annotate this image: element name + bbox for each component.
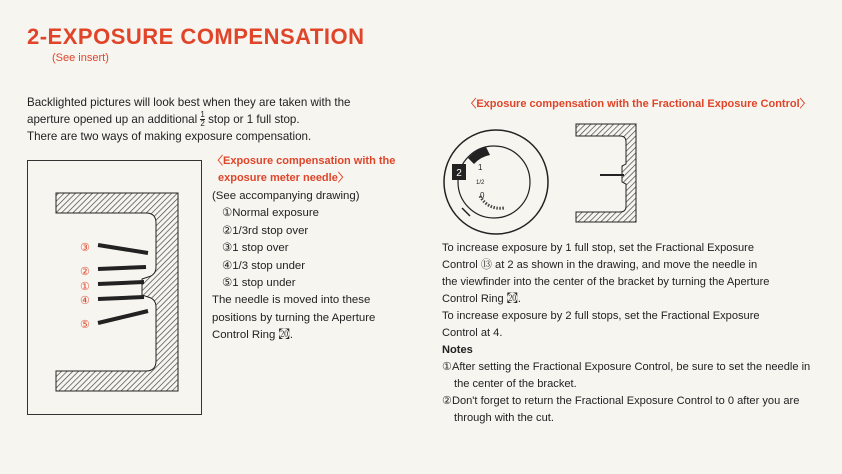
- intro-line-2: [27, 111, 399, 128]
- dial-mark-0: 0: [480, 191, 485, 200]
- figure-label-1: ①: [80, 281, 90, 293]
- page-subtitle: (See insert): [52, 52, 109, 64]
- notes-heading: Notes: [442, 344, 473, 356]
- dial-number: 2: [456, 168, 462, 179]
- dial-diagram: [440, 126, 552, 238]
- dial-mark-1: 1: [478, 163, 483, 172]
- left-heading-line-2: exposure meter needle〉: [218, 172, 349, 184]
- needle-position-3: [98, 245, 148, 253]
- right-p1-line-3: the viewfinder into the center of the bracket by turning the Aperture: [442, 276, 770, 288]
- needle-position-1: [98, 282, 144, 284]
- intro-line-2-pre: aperture opened up an additional: [27, 113, 201, 126]
- list-item: ④1/3 stop under: [222, 259, 306, 272]
- left-text-line-1: The needle is moved into these: [212, 294, 371, 307]
- right-body-text: [442, 240, 814, 427]
- left-text-line-2: positions by turning the Aperture: [212, 311, 376, 324]
- note-2: ②Don't forget to return the Fractional Exposure Control to 0 after you are through with the cut.: [442, 395, 800, 424]
- needle-figure: [27, 160, 202, 415]
- page-title: 2-EXPOSURE COMPENSATION: [27, 24, 365, 49]
- right-p1-line-2: Control ⑬ at 2 as shown in the drawing, and move the needle in: [442, 259, 758, 271]
- list-item: ①Normal exposure: [222, 207, 319, 220]
- figure-label-4: ④: [80, 295, 90, 307]
- right-p2-line-1: To increase exposure by 2 full stops, set the Fractional Exposure: [442, 310, 760, 322]
- figure-label-5: ⑤: [80, 319, 90, 331]
- dial-mark-half: 1/2: [476, 180, 485, 186]
- needle-position-5: [98, 311, 148, 323]
- needle-position-2: [98, 267, 146, 269]
- bracket-diagram: [572, 120, 642, 226]
- list-item: ⑤1 stop under: [222, 277, 296, 290]
- note-1: ①After setting the Fractional Exposure Control, be sure to set the needle in the center of the bracket.: [442, 361, 811, 390]
- left-text-line-3: Control Ring ㉉.: [212, 329, 294, 342]
- list-item: ②1/3rd stop over: [222, 224, 309, 237]
- intro-line-3: There are two ways of making exposure compensation.: [27, 130, 312, 144]
- fraction-numerator: 1: [200, 110, 205, 120]
- left-section-heading: [212, 153, 402, 187]
- fractional-exposure-dial: [440, 126, 552, 238]
- right-p1-line-4: Control Ring ㉉.: [442, 293, 521, 305]
- see-drawing-note: (See accompanying drawing): [212, 190, 360, 202]
- intro-line-1: Backlighted pictures will look best when they are taken with the: [27, 96, 351, 109]
- needle-position-4: [98, 297, 144, 299]
- figure-label-2: ②: [80, 266, 90, 278]
- left-heading-line-1: 〈Exposure compensation with the: [212, 155, 396, 167]
- figure-label-3: ③: [80, 242, 90, 254]
- needle-positions-list: [212, 188, 412, 345]
- fraction-denominator: 2: [200, 119, 205, 129]
- intro-line-2-post: stop or 1 full stop.: [204, 113, 300, 126]
- viewfinder-bracket-figure: [572, 120, 642, 226]
- right-p2-line-2: Control at 4.: [442, 327, 503, 339]
- intro-paragraph: [27, 94, 399, 145]
- needle-diagram: [28, 161, 203, 416]
- right-section-heading: 〈Exposure compensation with the Fractional Exposure Control〉: [465, 98, 811, 110]
- list-item: ③1 stop over: [222, 242, 289, 255]
- right-p1-line-1: To increase exposure by 1 full stop, set the Fractional Exposure: [442, 242, 755, 254]
